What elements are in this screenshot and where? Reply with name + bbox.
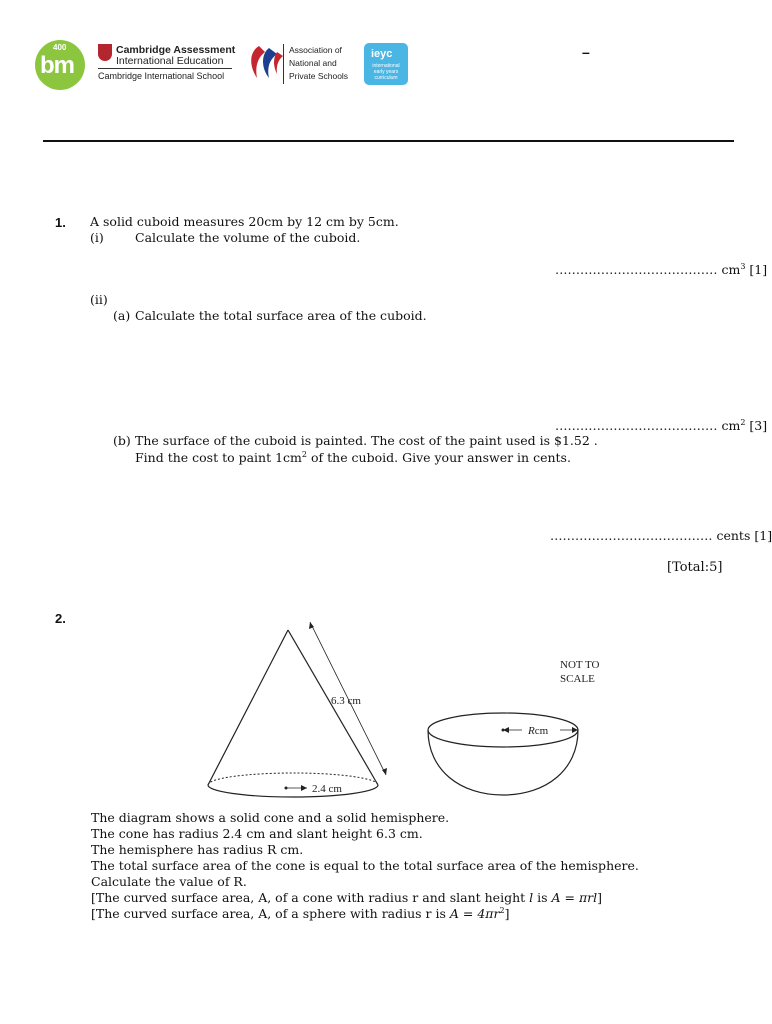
- cambridge-divider: [98, 68, 232, 69]
- answer-1-dots: …………………………………: [555, 262, 718, 277]
- answer-3-dots: …………………………………: [550, 528, 713, 543]
- q2-line-5: Calculate the value of R.: [91, 874, 247, 889]
- hemisphere-radius-symbol: R: [528, 725, 535, 737]
- association-divider: [283, 44, 284, 84]
- q1-number: 1.: [55, 215, 66, 230]
- q2-line-2: The cone has radius 2.4 cm and slant height 6.3 cm.: [91, 826, 423, 841]
- not-to-scale-2: SCALE: [560, 673, 595, 685]
- association-logo-icon: [245, 44, 285, 82]
- ieyc-logo: [364, 43, 408, 85]
- hemisphere-radius-arrowhead: [503, 727, 509, 733]
- ieyc-subtitle: international early years curriculum: [372, 63, 400, 81]
- bm-logo: [35, 40, 85, 90]
- cambridge-school: Cambridge International School: [98, 71, 225, 81]
- association-text: [289, 44, 348, 83]
- association-line-2: National and: [289, 58, 337, 68]
- header-dash: –: [582, 44, 590, 60]
- cambridge-shield-icon: [98, 44, 112, 61]
- header-rule: [43, 140, 734, 142]
- answer-2-unit: cm: [721, 418, 741, 433]
- hemisphere-radius-unit: cm: [534, 725, 549, 737]
- q1-b-label: (b): [113, 433, 131, 448]
- cone-hemisphere-diagram: [200, 615, 620, 810]
- cone-left-edge: [208, 630, 288, 785]
- q1-a-label: (a): [113, 308, 131, 323]
- q1-i-text: Calculate the volume of the cuboid.: [135, 230, 361, 245]
- q2-line-4: The total surface area of the cone is equal to the total surface area of the hemisphere.: [91, 858, 639, 873]
- ieyc-title: ieyc: [371, 48, 393, 60]
- formula-2-math: A = 4πr: [449, 906, 500, 921]
- q2-formula-2: [91, 906, 509, 922]
- answer-2-marks: [3]: [749, 418, 768, 433]
- formula-2-post: ]: [504, 906, 510, 921]
- answer-1-unit: cm: [721, 262, 741, 277]
- formula-1-math: A = πrl: [551, 890, 598, 905]
- cone-centre-dot: [285, 787, 288, 790]
- association-line-1: Association of: [289, 45, 342, 55]
- q1-b-text-2-pre: Find the cost to paint 1cm: [135, 450, 302, 465]
- answer-3-marks: [1]: [754, 528, 772, 543]
- q2-line-1: The diagram shows a solid cone and a solid hemisphere.: [91, 810, 450, 825]
- q2-line-3: The hemisphere has radius R cm.: [91, 842, 304, 857]
- q2-number: 2.: [55, 611, 66, 626]
- formula-1-is: is: [533, 890, 552, 905]
- cambridge-title: Cambridge Assessment: [116, 44, 236, 56]
- cone-base-front: [208, 785, 378, 797]
- answer-3-unit: cents: [716, 528, 751, 543]
- association-line-3: Private Schools: [289, 71, 349, 81]
- q1-stem: A solid cuboid measures 20cm by 12 cm by 5cm.: [90, 214, 399, 229]
- bm-logo-text: bm: [40, 52, 74, 79]
- cone-right-edge: [288, 630, 378, 785]
- hemisphere-bowl: [428, 730, 578, 795]
- answer-1-unit-sup: 3: [740, 261, 746, 271]
- q1-a-text: Calculate the total surface area of the cuboid.: [135, 308, 427, 323]
- q1-i-label: (i): [90, 230, 104, 245]
- cone-radius-arrowhead: [301, 785, 307, 791]
- slant-label: 6.3 cm: [331, 695, 361, 707]
- answer-1-marks: [1]: [749, 262, 768, 277]
- q2-formula-1: [91, 890, 602, 906]
- formula-1-pre: [The curved surface area, A, of a cone with radius r and slant height: [91, 890, 530, 905]
- cone-base-back: [208, 773, 378, 785]
- answer-2-dots: …………………………………: [555, 418, 718, 433]
- q1-b-text-2-post: of the cuboid. Give your answer in cents.: [307, 450, 571, 465]
- cone-radius-label: 2.4 cm: [312, 783, 342, 795]
- answer-2-unit-sup: 2: [740, 417, 746, 427]
- formula-2-sup: 2: [499, 905, 505, 915]
- formula-1-post: ]: [597, 890, 603, 905]
- hemisphere-radius-label: [527, 725, 549, 737]
- q1-b-text-1: The surface of the cuboid is painted. The cost of the paint used is $1.52 .: [135, 433, 598, 448]
- q1-answer-1: [555, 262, 767, 278]
- cambridge-subtitle: International Education: [116, 55, 224, 67]
- formula-2-pre: [The curved surface area, A, of a sphere with radius r is: [91, 906, 450, 921]
- q1-b-text-2: [135, 450, 571, 466]
- bm-logo-number: 400: [53, 43, 67, 52]
- q1-answer-3: [550, 528, 772, 544]
- not-to-scale-1: NOT TO: [560, 659, 600, 671]
- q1-answer-2: [555, 418, 767, 434]
- formula-1-l: l: [529, 890, 534, 905]
- q1-b-text-2-sup: 2: [301, 449, 308, 459]
- q1-ii-label: (ii): [90, 292, 108, 307]
- q1-total: [Total:5]: [667, 560, 723, 575]
